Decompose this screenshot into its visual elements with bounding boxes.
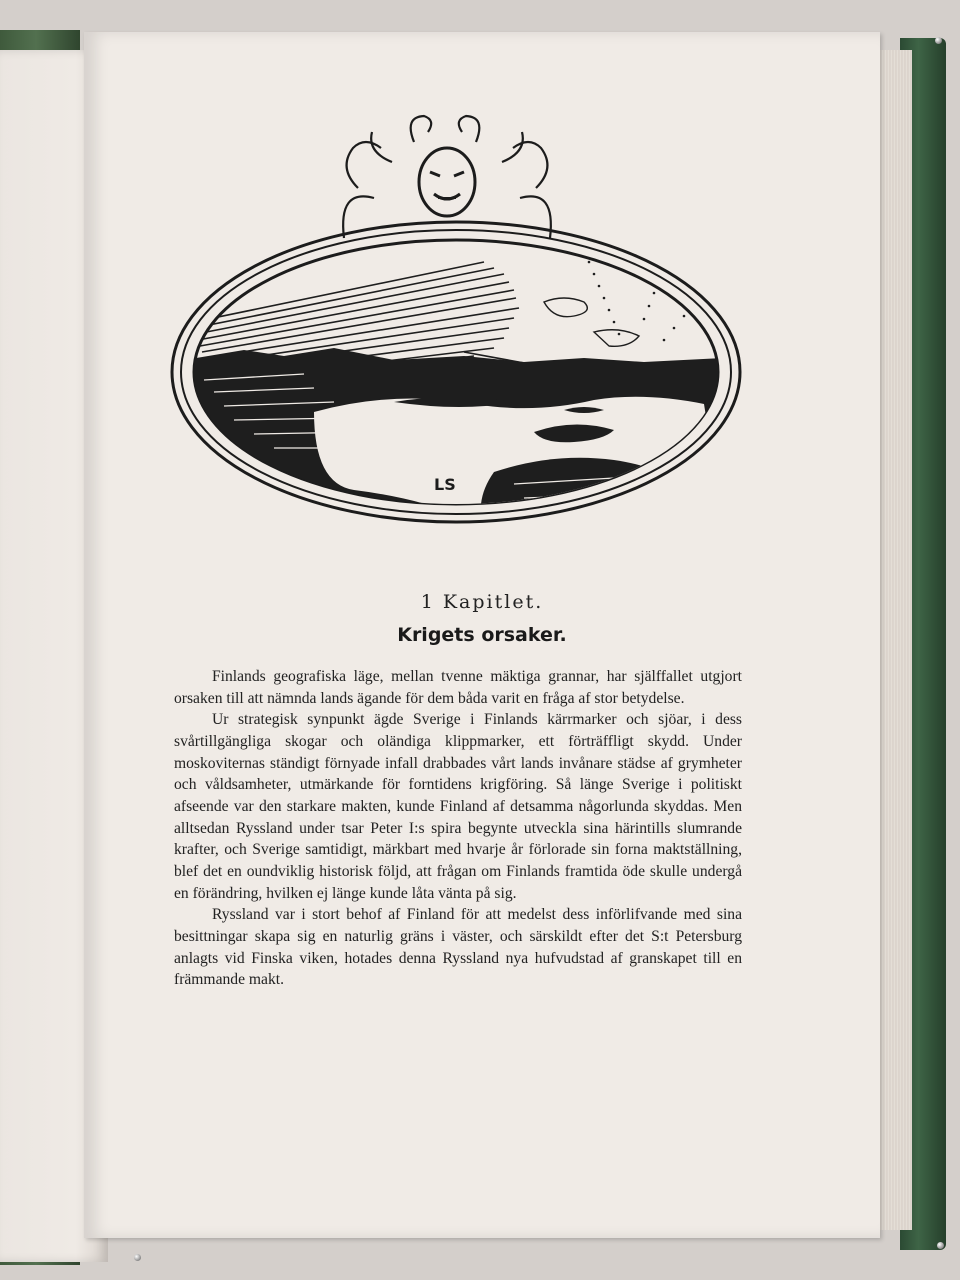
chapter-title: Krigets orsaker. [397,624,567,646]
chapter-number: 1 Kapitlet. [420,591,544,613]
body-text [174,666,742,991]
monogram-text: LS [434,475,456,494]
pin-bottom-left [134,1254,141,1261]
medusa-vignette-icon [164,112,752,530]
pin-bottom-right [937,1242,944,1249]
paragraph: Finlands geografiska läge, mellan tvenne mäktiga grannar, har själffallet utgjort orsaken till att nämnda lands ägande för dem båda varit en fråga af stor betydelse. [174,668,742,707]
paragraph: Ur strategisk synpunkt ägde Sverige i Finlands kärrmarker och sjöar, i dess svårtillgängliga skogar och oländiga klippmarker, ett förträffligt skydd. Under moskoviternas ständigt förnyade infall drabbades vårt lands invånare städse af grymheter och våldsamheter, utmärkande för forntidens krigföring. Så länge Sverige i politiskt afseende var den starkare makten, kunde Finland af detsamma någorlunda skyddas. Men alltsedan Ryssland under tsar Peter I:s spira begynte utveckla sina härintills slumrande krafter, och Sverige samtidigt, märkbart med hvarje år förlorade sin forna maktställning, blef det en oundviklig historisk följd, att frågan om Finlands framtida öde skulle undergå en förändring, hvilken ej länge kunde låta vänta på sig. [174,711,742,902]
paragraph: Ryssland var i stort behof af Finland för att medelst dess införlifvande med sina besittningar skapa sig en naturlig gräns i väster, och särskildt efter det S:t Petersburg anlagts vid Finska viken, hotades denna Ryssland nya hufvudstad af granskapet till en främmande makt. [174,906,742,989]
pin-top-right [935,37,942,44]
page-edges [878,50,912,1230]
